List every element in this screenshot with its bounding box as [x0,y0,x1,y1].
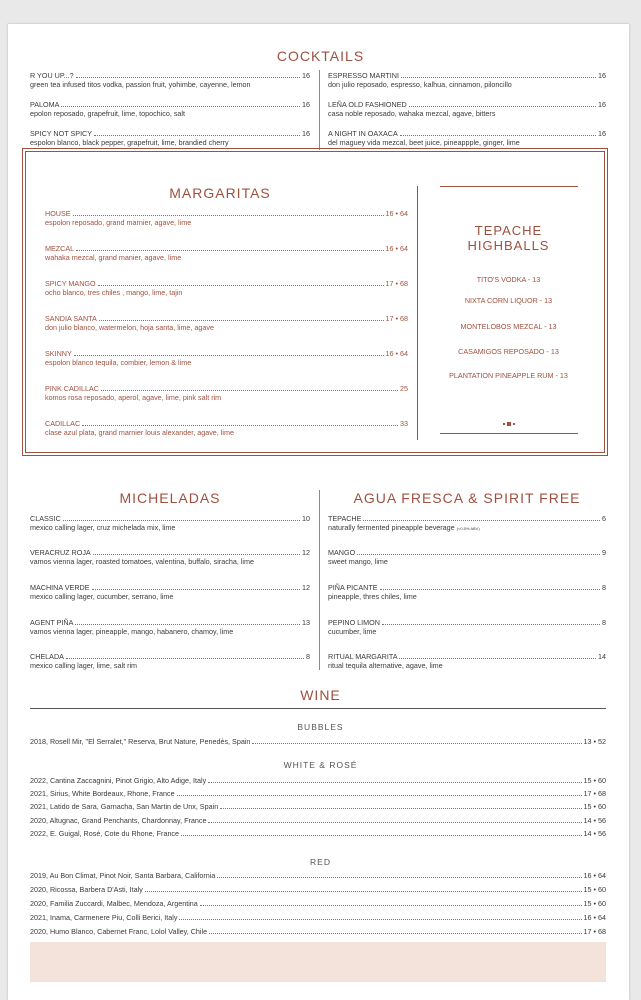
wine-item [30,802,606,811]
item-price: 8 [602,583,606,592]
cocktail-item [328,100,606,118]
item-name: ESPRESSO MARTINI [328,71,399,80]
item-name: AGENT PIÑA [30,618,74,627]
item-name: SANDIA SANTA [45,314,97,323]
wine-price: 16 • 64 [583,871,606,880]
wine-price: 17 • 68 [583,927,606,936]
item-name: HOUSE [45,209,71,218]
wine-rule [30,708,606,709]
wine-item [30,816,606,825]
item-price: 16 [302,129,310,138]
item-price: 6 [602,514,606,523]
wine-name: 2020, Ricossa, Barbera D'Asti, Italy [30,885,143,894]
abv-note: (<0.5% ABV) [456,526,480,531]
item-price: 9 [602,548,606,557]
item-desc: espolon blanco, black pepper, grapefruit, lime, brandied cherry [30,138,229,147]
margarita-item [45,384,408,402]
item-desc: don julio blanco, watermelon, hoja santa, lime, agave [45,323,215,332]
item-price: 17 • 68 [385,279,408,288]
wine-item [30,829,606,838]
wine-name: 2020, Humo Blanco, Cabernet Franc, Lolol Valley, Chile [30,927,208,936]
white-rose-heading: WHITE & ROSÉ [283,760,358,770]
cocktails-divider [319,70,320,150]
item-price: 12 [302,548,310,557]
wine-name: 2021, Latido de Sara, Garnacha, San Martin de Unx, Spain [30,802,219,811]
item-desc: casa noble reposado, wahaka mezcal, agave, bitters [328,109,496,118]
item-name: MANGO [328,548,356,557]
wine-name: 2021, Inama, Carmenere Piu, Colli Berici, Italy [30,913,178,922]
bubbles-heading: BUBBLES [297,722,344,732]
item-name: LEÑA OLD FASHIONED [328,100,407,109]
cocktail-item [30,100,310,118]
tepache-item: MONTELOBOS MEZCAL - 13 [460,322,557,331]
item-name: SPICY MANGO [45,279,96,288]
agua-item [328,652,606,670]
agua-item [328,514,606,533]
item-desc: espolon blanco tequila, combier, lemon & lime [45,358,192,367]
item-price: 16 [302,71,310,80]
item-price: 25 [400,384,408,393]
agua-fresca-heading: AGUA FRESCA & SPIRIT FREE [353,490,581,506]
item-price: 8 [602,618,606,627]
item-name: PEPINO LIMON [328,618,380,627]
item-desc: komos rosa reposado, aperol, agave, lime, pink salt rim [45,393,222,402]
item-name: PALOMA [30,100,60,109]
micheladas-heading: MICHELADAS [119,490,221,506]
wine-price: 14 • 56 [583,829,606,838]
wine-price: 14 • 56 [583,816,606,825]
cocktail-item [30,129,310,147]
item-price: 16 [302,100,310,109]
item-name: CHELADA [30,652,64,661]
wine-item [30,913,606,922]
item-desc: vamos vienna lager, roasted tomatoes, valentina, buffalo, siracha, lime [30,557,255,566]
wine-price: 13 • 52 [583,737,606,746]
tepache-bottom-rule [440,433,578,434]
tepache-heading-line2: HIGHBALLS [467,238,550,253]
item-price: 17 • 68 [385,314,408,323]
michelada-item [30,514,310,532]
item-name: R YOU UP...? [30,71,74,80]
margaritas-heading: MARGARITAS [169,185,271,201]
agua-item [328,618,606,636]
item-desc: wahaka mezcal, grand manier, agave, lime [45,253,182,262]
item-desc: espolon reposado, grand marnier, agave, lime [45,218,192,227]
wine-price: 15 • 60 [583,899,606,908]
wine-heading: WINE [300,687,341,703]
item-price: 16 • 64 [385,349,408,358]
cocktail-item [328,129,606,147]
item-desc: mexico calling lager, lime, salt rim [30,661,138,670]
item-desc: naturally fermented pineapple beverage [328,523,455,532]
tepache-top-rule [440,186,578,187]
tepache-item: TITO'S VODKA - 13 [476,275,541,284]
michelada-item [30,652,310,670]
wine-price: 16 • 64 [583,913,606,922]
margarita-item [45,279,408,297]
item-price: 13 [302,618,310,627]
tepache-item: CASAMIGOS REPOSADO - 13 [458,347,559,356]
item-price: 8 [306,652,310,661]
item-name: MACHINA VERDE [30,583,90,592]
wine-name: 2022, Cantina Zaccagnini, Pinot Grigio, Alto Adige, Italy [30,776,207,785]
wine-price: 15 • 60 [583,885,606,894]
wine-item [30,927,606,936]
item-price: 10 [302,514,310,523]
item-desc: ocho blanco, tres chiles , mango, lime, tajin [45,288,183,297]
margarita-item [45,349,408,367]
item-name: MEZCAL [45,244,75,253]
wine-price: 17 • 68 [583,789,606,798]
drinks-divider [319,490,320,670]
item-desc: sweet mango, lime [328,557,388,566]
item-price: 12 [302,583,310,592]
wine-item [30,871,606,880]
red-heading: RED [310,857,331,867]
item-desc: mexico calling lager, cruz michelada mix, lime [30,523,176,532]
item-name: TEPACHE [328,514,362,523]
item-desc: epolon reposado, grapefruit, lime, topochico, salt [30,109,186,118]
item-price: 16 [598,100,606,109]
michelada-item [30,583,310,601]
cocktails-heading: COCKTAILS [276,48,365,64]
item-name: SKINNY [45,349,72,358]
wine-price: 15 • 60 [583,776,606,785]
footer-band [30,942,606,982]
tepache-item: PLANTATION PINEAPPLE RUM - 13 [449,371,568,380]
item-desc: don julio reposado, espresso, kalhua, cinnamon, piloncillo [328,80,512,89]
item-price: 16 • 64 [385,244,408,253]
item-price: 14 [598,652,606,661]
wine-price: 15 • 60 [583,802,606,811]
wine-item [30,776,606,785]
wine-name: 2021, Sirius, White Bordeaux, Rhone, France [30,789,175,798]
wine-item [30,885,606,894]
wine-item [30,789,606,798]
item-name: PIÑA PICANTE [328,583,378,592]
wine-name: 2020, Altugnac, Grand Penchants, Chardonnay, France [30,816,207,825]
item-price: 33 [400,419,408,428]
wine-name: 2018, Rosell Mir, "El Serralet," Reserva, Brut Nature, Penedès, Spain [30,737,251,746]
wine-item [30,737,606,746]
wine-name: 2019, Au Bon Climat, Pinot Noir, Santa Barbara, California [30,871,216,880]
item-name: SPICY NOT SPICY [30,129,93,138]
margarita-item [45,314,408,332]
michelada-item [30,548,310,566]
margarita-item [45,244,408,262]
item-name: RITUAL MARGARITA [328,652,398,661]
item-desc: vamos vienna lager, pineapple, mango, habanero, chamoy, lime [30,627,234,636]
item-name: VERACRUZ ROJA [30,548,91,557]
tepache-heading-line1: TEPACHE [474,223,543,238]
michelada-item [30,618,310,636]
item-price: 16 [598,129,606,138]
item-desc: ritual tequila alternative, agave, lime [328,661,443,670]
item-desc: mexico calling lager, cucumber, serrano, lime [30,592,174,601]
cocktail-item [30,71,310,89]
item-price: 16 [598,71,606,80]
item-name: CADILLAC [45,419,81,428]
item-desc: green tea infused titos vodka, passion fruit, yohimbe, cayenne, lemon [30,80,251,89]
agua-item [328,548,606,566]
item-desc: del maguey vida mezcal, beet juice, pineappple, ginger, lime [328,138,520,147]
item-desc: cucumber, lime [328,627,377,636]
item-desc: clase azul plata, grand marnier louis alexander, agave, lime [45,428,234,437]
item-name: A NIGHT IN OAXACA [328,129,398,138]
tepache-item: NIXTA CORN LIQUOR - 13 [464,296,553,305]
cocktail-item [328,71,606,89]
item-name: CLASSIC [30,514,61,523]
agua-item [328,583,606,601]
margarita-item [45,209,408,227]
item-name: PINK CADILLAC [45,384,99,393]
wine-name: 2020, Familia Zuccardi, Malbec, Mendoza, Argentina [30,899,198,908]
margarita-item [45,419,408,437]
item-price: 16 • 64 [385,209,408,218]
ornament-icon [496,421,522,427]
item-desc: pineapple, thres chiles, lime [328,592,417,601]
wine-item [30,899,606,908]
margaritas-divider [417,186,418,440]
wine-name: 2022, E. Guigal, Rosé, Cote du Rhone, France [30,829,180,838]
